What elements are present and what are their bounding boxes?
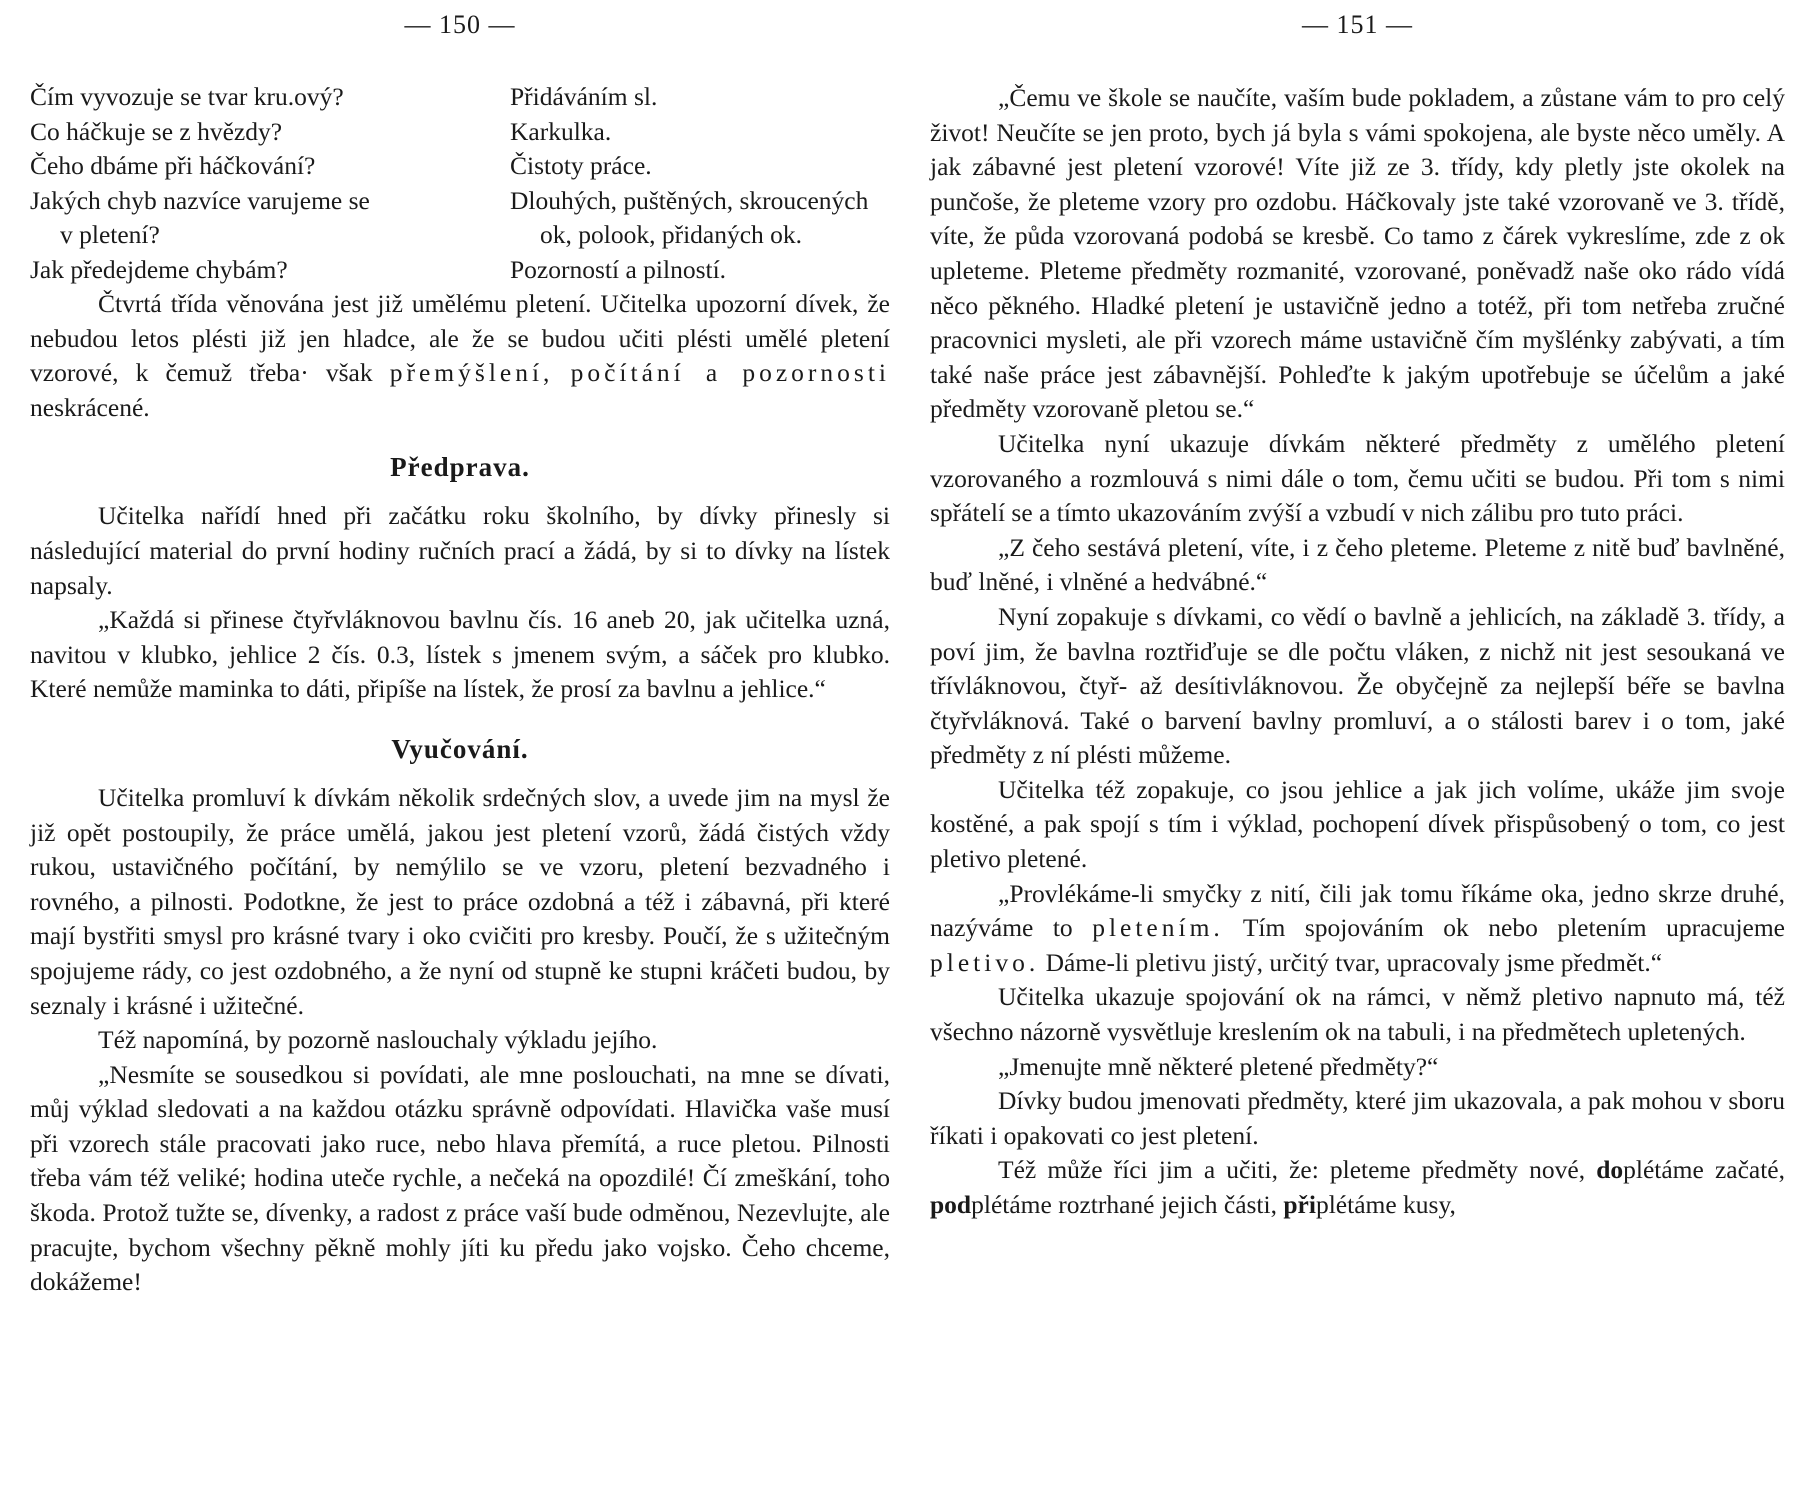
paragraph: Též napomíná, by pozorně naslouchaly výkladu jejího. — [98, 1025, 658, 1055]
question: Čím vyvozuje se tvar kru.ový? — [30, 82, 344, 111]
paragraph: Učitelka ukazuje spojování ok na rámci, v němž pletivo napnuto má, též všechno názorně vysvětluje kreslením ok na tabuli, i na předmětech upletených. — [930, 982, 1785, 1047]
intro-text: Čtvrtá třída věnována jest již umělému pletení. Učitelka upozorní dívek, že nebudou letos plésti již jen hladce, ale že se budou učiti plésti umělé pletení vzorové, k čemuž třeba· však — [30, 289, 890, 388]
answer-line: Dlouhých, puštěných, skroucených — [510, 185, 869, 215]
qa-row — [30, 115, 890, 150]
text: Též může říci jim a učiti, že: pleteme předměty nové, — [998, 1155, 1586, 1185]
answer: Pozorností a pilností. — [510, 254, 727, 284]
qa-row — [30, 80, 890, 115]
paragraph: Učitelka též zopakuje, co jsou jehlice a jak jich volíme, ukáže jim svoje kostěné, a pak spojí s tím i výklad, pochopení dívek přispůsobený o tom, co jest pletivo pletené. — [930, 774, 1785, 874]
bold-prefix: do — [1596, 1155, 1624, 1185]
spaced-text: přemýšlení, — [389, 358, 554, 388]
question — [30, 184, 510, 253]
question: Jak předejdeme chybám? — [30, 254, 288, 284]
text: plétáme začaté, — [1623, 1155, 1785, 1185]
right-text-block — [930, 81, 1785, 1223]
intro-paragraph — [30, 287, 890, 425]
section-heading: Vyučování. — [391, 733, 529, 764]
text: Tím spojováním ok nebo pletením upracujeme — [1242, 913, 1785, 943]
intro-end: neskrácené. — [30, 392, 150, 422]
paragraph: Učitelka nyní ukazuje dívkám některé předměty z umělého pletení vzorovaného a rozmlouvá s nimi dále o tom, čemu učiti se budou. Při tom s nimi spřátelí se a tímto ukazováním zvýší a vzbudí v nich zálibu pro tuto práci. — [930, 428, 1785, 528]
bold-prefix: pod — [930, 1190, 972, 1219]
question: Co háčkuje se z hvězdy? — [30, 116, 283, 146]
answer: Přidáváním sl. — [510, 82, 658, 111]
text: Dáme-li pletivu jistý, určitý tvar, upracovaly jsme předmět.“ — [1045, 947, 1663, 977]
page-number: — 151 — — [1302, 10, 1413, 39]
right-page — [930, 0, 1785, 1500]
answer-line: ok, polook, přidaných ok. — [540, 220, 803, 249]
text: plétáme roztrhané jejich části, — [971, 1190, 1277, 1219]
paragraph: „Z čeho sestává pletení, víte, i z čeho pleteme. Pleteme z nitě buď bavlněné, buď lněné, i vlněné a hedvábné.“ — [930, 532, 1785, 597]
question-line: v pletení? — [60, 220, 160, 249]
text: plétáme kusy, — [1315, 1190, 1456, 1219]
paragraph — [930, 1153, 1785, 1222]
bold-prefix: při — [1283, 1190, 1316, 1219]
answer: Karkulka. — [510, 116, 612, 146]
spaced-text: pletením. — [1092, 913, 1224, 943]
paragraph: „Nesmíte se sousedkou si povídati, ale mne poslouchati, na mne se dívati, můj výklad sledovati a na každou otázku správně odpovídati. Hlavička vaše musí při vzorech stále pracovati jako ruce, nebo hlava přemítá, a ruce pletou. Pilnosti třeba vám též veliké; hodina uteče rychle, a nečeká na opozdilé! Čí zmeškání, toho škoda. Protož tužte se, dívenky, a radost z práce vaší bude odměnou, Nezevlujte, ale pracujte, bychom všechny pěkně mohly jíti ku předu jako vojsko. Čeho chceme, dokážeme! — [30, 1059, 890, 1297]
paragraph: „Jmenujte mně některé pletené předměty?“ — [998, 1051, 1439, 1081]
section-heading: Předprava. — [390, 452, 530, 483]
paragraph: Nyní zopakuje s dívkami, co vědí o bavlně a jehlicích, na základě 3. třídy, a poví jim, že bavlna roztřiďuje se dle počtu vláken, z nichž nit jest sesoukaná ve třívláknovou, čtyř- až desítivláknovou. Že obyčejně za nejlepší béře se bavlna čtyřvláknová. Také o barvení bavlny promluví, a o stálosti barev i o tom, jaké předměty z ní plésti můžeme. — [930, 601, 1785, 770]
paragraph: „Každá si přinese čtyřvláknovou bavlnu čís. 16 aneb 20, jak učitelka uzná, navitou v klubko, jehlice 2 čís. 0.3, lístek s jmenem svým, a sáček pro klubko. Které nemůže maminka to dáti, připíše na lístek, že prosí za bavlnu a jehlice.“ — [30, 605, 890, 704]
text: „Provlékáme-li smyčky z nití, čili jak tomu říkáme oka, jedno skrze druhé, nazýváme to — [930, 878, 1785, 943]
left-page — [30, 0, 890, 1500]
question-line: Jakých chyb nazvíce varujeme se — [30, 185, 370, 215]
qa-row — [30, 149, 890, 184]
answer: Čistoty práce. — [510, 151, 652, 180]
paragraph: Dívky budou jmenovati předměty, které jim ukazovala, a pak mohou v sboru říkati i opakovati co jest pletení. — [930, 1086, 1785, 1150]
question-answer-list — [30, 80, 890, 287]
question: Čeho dbáme při háčkování? — [30, 151, 316, 180]
spaced-text: pletivo. — [930, 947, 1040, 977]
answer — [510, 184, 890, 253]
qa-row — [30, 184, 890, 253]
paragraph — [930, 877, 1785, 981]
paragraph: „Čemu ve škole se naučíte, vaším bude pokladem, a zůstane vám to pro celý život! Neučíte se jen proto, bych já byla s vámi spokojena, ale byste něco uměly. A jak zábavné jest pletení vzorové! Víte již ze 3. třídy, kdy pletly jste okolek na punčoše, že pleteme vzory pro ozdobu. Háčkovaly jste také vzorovaně ve 3. třídě, víte, že půda vzorovaná podobá se kresbě. Co tamo z čárek vykreslíme, zde z ok upleteme. Pleteme předměty rozmanité, vzorované, poněvadž naše oko rádo vídá něco pěkného. Hladké pletení je ustavičně jedno a totéž, při tom netřeba zručné pracovnici mysleti, ale při vzorech máme ustavičně čím myšlénky zabývati, a tím také naše práce jest zábavnější. Pohleďte k jakým upotřebuje se účelům a jaké předměty vzorovaně pletou se.“ — [930, 83, 1785, 424]
paragraph: Učitelka nařídí hned při začátku roku školního, by dívky přinesly si následující material do první hodiny ručních prací a žádá, by si to dívky na lístek napsaly. — [30, 501, 890, 600]
qa-row — [30, 253, 890, 288]
paragraph: Učitelka promluví k dívkám několik srdečných slov, a uvede jim na mysl že již opět postoupily, že práce umělá, jakou jest pletení vzorů, žádá čistých vždy rukou, ustavičného počítání, by nemýlilo se ve vzoru, pletení bezvadného i rovného, a pilnosti. Podotkne, že jest to práce ozdobná a též i zábavná, při které mají bystřiti smysl pro krásné tvary i oko cvičiti pro kresby. Poučí, že s užitečným spojujeme rády, co jest ozdobného, a že nyní od stupně ke stupni kráčeti budou, by seznaly i krásné i užitečné. — [30, 782, 890, 1020]
spaced-text: počítání a pozornosti — [570, 358, 891, 388]
page-number: — 150 — — [404, 10, 516, 39]
